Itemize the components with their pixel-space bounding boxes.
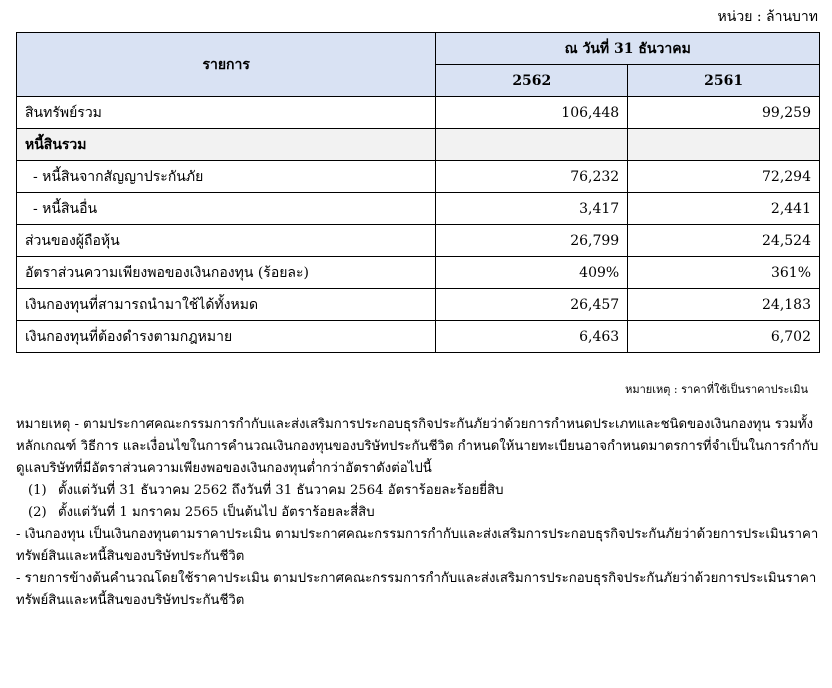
row-value-2561: 361%: [628, 257, 820, 289]
note-valuation: - รายการข้างต้นคำนวณโดยใช้ราคาประเมิน ตามประกาศคณะกรรมการกำกับและส่งเสริมการประกอบธุรกิจประกันภัยว่าด้วยการประเมินราคาทรัพย์สินและหนี้สินของบริษัทประกันชีวิต: [16, 571, 817, 608]
row-label: เงินกองทุนที่ต้องดำรงตามกฎหมาย: [17, 321, 436, 353]
row-value-2562: [436, 129, 628, 161]
table-row: [17, 97, 820, 129]
table-row: [17, 257, 820, 289]
row-value-2562: 3,417: [436, 193, 628, 225]
note-capital: - เงินกองทุน เป็นเงินกองทุนตามราคาประเมิน ตามประกาศคณะกรรมการกำกับและส่งเสริมการประกอบธุรกิจประกันภัยว่าด้วยการประเมินราคาทรัพย์สินและหนี้สินของบริษัทประกันชีวิต: [16, 527, 819, 564]
row-value-2562: 26,457: [436, 289, 628, 321]
row-value-2562: 106,448: [436, 97, 628, 129]
row-value-2562: 76,232: [436, 161, 628, 193]
table-row: [17, 161, 820, 193]
header-year-2561: 2561: [628, 65, 820, 97]
row-label: เงินกองทุนที่สามารถนำมาใช้ได้ทั้งหมด: [17, 289, 436, 321]
row-label: สินทรัพย์รวม: [17, 97, 436, 129]
note-item-2: [16, 502, 824, 524]
row-label: ส่วนของผู้ถือหุ้น: [17, 225, 436, 257]
row-value-2561: 24,183: [628, 289, 820, 321]
row-value-2561: 99,259: [628, 97, 820, 129]
table-note: หมายเหตุ : ราคาที่ใช้เป็นราคาประเมิน: [625, 383, 808, 396]
header-year-2562: 2562: [436, 65, 628, 97]
note-item-1: [16, 480, 824, 502]
row-value-2561: 2,441: [628, 193, 820, 225]
table-row: [17, 129, 820, 161]
row-value-2561: [628, 129, 820, 161]
row-label: อัตราส่วนความเพียงพอของเงินกองทุน (ร้อยละ): [17, 257, 436, 289]
row-label: - หนี้สินอื่น: [17, 193, 436, 225]
row-label: หนี้สินรวม: [17, 129, 436, 161]
table-row: [17, 193, 820, 225]
header-item: รายการ: [17, 33, 436, 97]
row-value-2561: 24,524: [628, 225, 820, 257]
notes-section: [16, 414, 824, 612]
row-value-2561: 72,294: [628, 161, 820, 193]
row-label: - หนี้สินจากสัญญาประกันภัย: [17, 161, 436, 193]
note-main: หมายเหตุ - ตามประกาศคณะกรรมการกำกับและส่งเสริมการประกอบธุรกิจประกันภัยว่าด้วยการกำหนดประเภทและชนิดของเงินกองทุน รวมทั้งหลักเกณฑ์ วิธีการ และเงื่อนไขในการคำนวณเงินกองทุนของบริษัทประกันชีวิต กำหนดให้นายทะเบียนอาจกำหนดมาตรการที่จำเป็นในการกำกับดูแลบริษัทที่มีอัตราส่วนความเพียงพอของเงินกองทุนต่ำกว่าอัตราดังต่อไปนี้: [16, 417, 819, 476]
note-item-number: (1): [28, 483, 47, 498]
table-row: [17, 289, 820, 321]
table-row: [17, 225, 820, 257]
row-value-2562: 409%: [436, 257, 628, 289]
unit-label: หน่วย : ล้านบาท: [717, 9, 818, 25]
table-row: [17, 321, 820, 353]
note-item-number: (2): [28, 505, 47, 520]
row-value-2562: 26,799: [436, 225, 628, 257]
row-value-2562: 6,463: [436, 321, 628, 353]
header-date: ณ วันที่ 31 ธันวาคม: [436, 33, 820, 65]
row-value-2561: 6,702: [628, 321, 820, 353]
note-item-text: ตั้งแต่วันที่ 1 มกราคม 2565 เป็นต้นไป อัตราร้อยละสี่สิบ: [58, 505, 375, 520]
financial-table: [16, 32, 820, 353]
note-item-text: ตั้งแต่วันที่ 31 ธันวาคม 2562 ถึงวันที่ 31 ธันวาคม 2564 อัตราร้อยละร้อยยี่สิบ: [58, 483, 504, 498]
